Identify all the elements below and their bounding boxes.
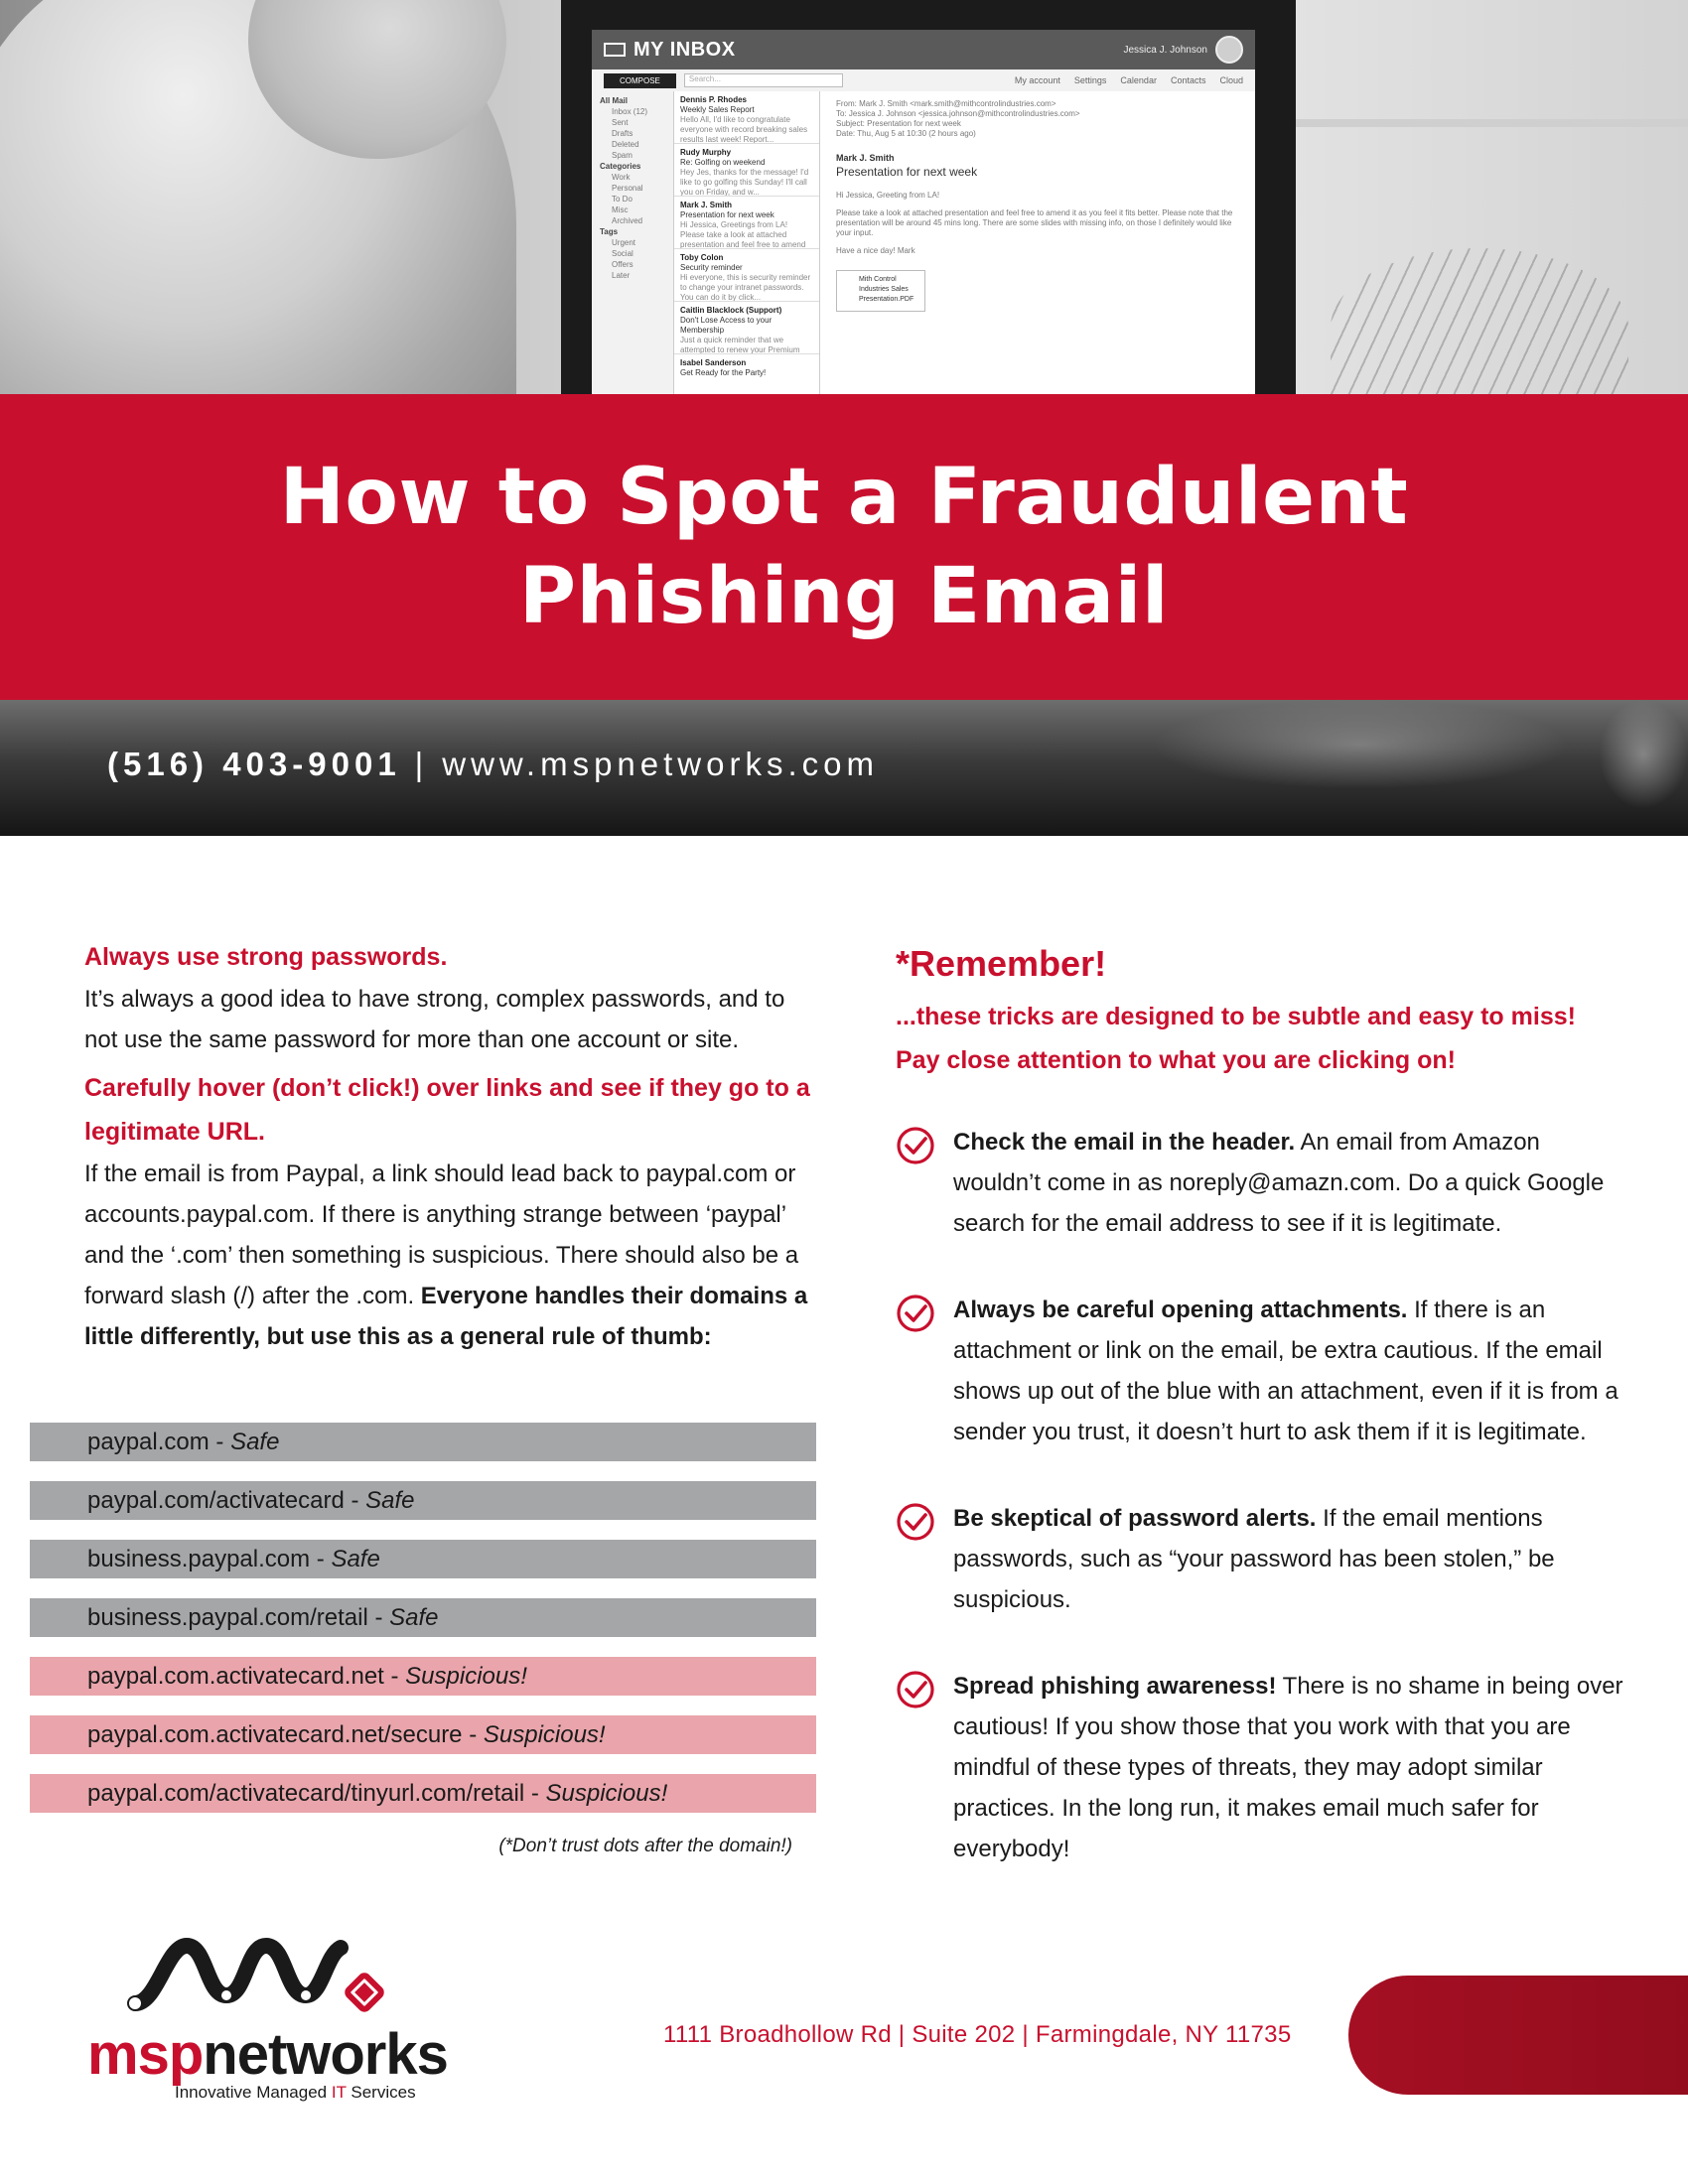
folder-item: Urgent <box>612 238 636 247</box>
checklist-item-text: An email from Amazon wouldn’t come in as noreply@amazn.com. Do a quick Google search for the email address to see if it is legitimate. <box>953 1129 1605 1237</box>
reading-sender: Mark J. Smith <box>836 153 895 163</box>
url-verdict: Safe <box>331 1546 380 1572</box>
message-header-line: Subject: Presentation for next week <box>836 119 961 128</box>
title-band <box>0 394 1688 700</box>
message-preview: Hey Jes, thanks for the message! I'd like to go golfing this Sunday! I'll call you on Friday, and w... <box>680 168 809 197</box>
url-example-row <box>30 1481 816 1520</box>
inbox-search-field: Search... <box>684 73 843 87</box>
hero-photo <box>0 0 1688 397</box>
inbox-titlebar <box>592 30 1255 69</box>
tagline-post: Services <box>346 2083 416 2102</box>
message-sender: Caitlin Blacklock (Support) <box>680 306 782 315</box>
message-headers <box>836 99 1239 139</box>
checklist-item-text: There is no shame in being over cautious! If you show those that you work with that you are mindful of these types of threats, they may adopt similar practices. In the long run, it makes email much safer for everybody! <box>953 1673 1623 1862</box>
attachment-card: Mith Control Industries Sales Presentation.PDF <box>836 270 925 312</box>
message-subject: Presentation for next week <box>680 210 774 219</box>
avatar <box>1215 36 1243 64</box>
url-example-row <box>30 1657 816 1696</box>
message-sender: Rudy Murphy <box>680 148 732 157</box>
inbox-nav-item: Calendar <box>1120 75 1157 85</box>
message-preview: Just a quick reminder that we attempted to renew your Premium <box>680 336 800 354</box>
inbox-nav-item: My account <box>1014 75 1060 85</box>
url-dash: - <box>310 1546 332 1572</box>
plant-decoration <box>1331 248 1628 397</box>
folder-item: Offers <box>612 260 633 269</box>
url-dash: - <box>383 1663 406 1690</box>
folder-item: Misc <box>612 205 629 214</box>
message-list-item <box>674 354 819 397</box>
inbox-nav-item: Cloud <box>1219 75 1243 85</box>
folder-item: To Do <box>612 195 633 204</box>
inbox-title: MY INBOX <box>633 38 736 61</box>
tip-heading-hover-links: Carefully hover (don’t click!) over links and see if they go to a legitimate URL. <box>84 1074 810 1146</box>
message-subject: Re: Golfing on weekend <box>680 158 766 167</box>
message-list-item <box>674 91 819 144</box>
message-preview: Hi Jessica, Greetings from LA! Please take a look at attached presentation and feel free to amend <box>680 220 806 249</box>
message-sender: Mark J. Smith <box>680 201 733 209</box>
message-preview: Hi everyone, this is security reminder to change your intranet passwords. You can do it by click... <box>680 273 811 302</box>
folder-list <box>592 91 673 397</box>
reading-subject: Presentation for next week <box>836 165 978 179</box>
url-text: paypal.com.activatecard.net <box>87 1663 384 1690</box>
message-subject: Get Ready for the Party! <box>680 368 767 377</box>
tagline-pre: Innovative Managed <box>175 2083 332 2102</box>
page-title-line1: How to Spot a Fraudulent <box>279 453 1409 542</box>
background-shelf <box>1271 119 1688 127</box>
folder-item: Inbox (12) <box>612 107 648 116</box>
url-text: paypal.com/activatecard <box>87 1487 345 1514</box>
compose-button: COMPOSE <box>604 73 676 88</box>
remember-subheading-line1: ...these tricks are designed to be subtle and easy to miss! <box>896 1003 1576 1030</box>
tagline-it: IT <box>331 2083 347 2102</box>
check-circle-icon <box>896 1502 935 1542</box>
folder-item: Categories <box>600 162 641 171</box>
folder-item: Sent <box>612 118 629 127</box>
url-verdict: Suspicious! <box>545 1780 668 1807</box>
logo-networks: networks <box>203 2022 448 2087</box>
url-text: paypal.com/activatecard/tinyurl.com/retail <box>87 1780 525 1807</box>
inbox-nav <box>1015 75 1243 85</box>
url-text: business.paypal.com <box>87 1546 311 1572</box>
checklist <box>896 1122 1630 1869</box>
checklist-item-title: Always be careful opening attachments. <box>953 1297 1408 1323</box>
folder-item: Deleted <box>612 140 639 149</box>
message-list-item <box>674 197 819 249</box>
folder-item: Later <box>612 271 631 280</box>
footer-decoration <box>1348 1976 1688 2095</box>
message-header-line: To: Jessica J. Johnson <jessica.johnson@mithcontrolindustries.com> <box>836 109 1080 118</box>
checklist-item-text: If there is an attachment or link on the email, be extra cautious. If the email shows up out of the blue with an attachment, even if it is from a sender you trust, it doesn’t hurt to ask them if it is legitimate. <box>953 1297 1618 1445</box>
remember-subheading <box>896 995 1630 1082</box>
checklist-item-title: Spread phishing awareness! <box>953 1673 1277 1700</box>
tip-text-hover-links <box>84 1154 819 1357</box>
checklist-item-text: If the email mentions passwords, such as “your password has been stolen,” be suspicious. <box>953 1505 1555 1613</box>
url-text: paypal.com.activatecard.net/secure <box>87 1721 463 1748</box>
check-circle-icon <box>896 1294 935 1333</box>
logo-msp: msp <box>87 2022 204 2087</box>
url-example-row <box>30 1423 816 1461</box>
inbox-nav-item: Settings <box>1073 75 1107 85</box>
url-dash: - <box>209 1429 231 1455</box>
hover-links-bold: Everyone handles their domains a little differently, but use this as a general rule of thumb: <box>84 1283 808 1350</box>
laptop-screen <box>592 30 1255 397</box>
folder-item: All Mail <box>600 96 629 105</box>
contact-line <box>107 746 879 783</box>
background-blur <box>1599 700 1688 809</box>
message-subject: Weekly Sales Report <box>680 105 755 114</box>
company-logo <box>87 1926 448 2105</box>
checklist-item <box>896 1666 1630 1869</box>
url-verdict: Safe <box>365 1487 415 1514</box>
folder-item: Work <box>612 173 631 182</box>
folder-item: Drafts <box>612 129 633 138</box>
message-list-item <box>674 249 819 302</box>
url-example-row <box>30 1540 816 1578</box>
checklist-item <box>896 1122 1630 1244</box>
contact-strip <box>0 700 1688 836</box>
reading-signoff: Have a nice day! Mark <box>836 246 915 255</box>
url-example-list <box>30 1423 816 1833</box>
message-list-item <box>674 144 819 197</box>
tip-heading-passwords: Always use strong passwords. <box>84 943 448 971</box>
checklist-item-title: Be skeptical of password alerts. <box>953 1505 1317 1532</box>
url-text: business.paypal.com/retail <box>87 1604 368 1631</box>
message-sender: Toby Colon <box>680 253 724 262</box>
checklist-item-title: Check the email in the header. <box>953 1129 1296 1156</box>
url-dash: - <box>344 1487 366 1514</box>
message-header-line: Date: Thu, Aug 5 at 10:30 (2 hours ago) <box>836 129 976 138</box>
message-sender: Dennis P. Rhodes <box>680 95 747 104</box>
page-title <box>280 448 1409 646</box>
url-example-row <box>30 1774 816 1813</box>
right-column <box>896 939 1630 1869</box>
website-link[interactable]: www.mspnetworks.com <box>442 746 879 782</box>
envelope-icon <box>604 43 626 57</box>
url-verdict: Suspicious! <box>405 1663 527 1690</box>
phone-number: (516) 403-9001 <box>107 746 401 782</box>
message-subject: Don't Lose Access to your Membership <box>680 316 773 335</box>
url-verdict: Suspicious! <box>483 1721 606 1748</box>
message-subject: Security reminder <box>680 263 743 272</box>
page-title-line2: Phishing Email <box>518 552 1170 641</box>
folder-item: Social <box>612 249 633 258</box>
message-preview: Hello All, I'd like to congratulate everyone with record breaking sales results last week! Report... <box>680 115 808 144</box>
message-list-item <box>674 302 819 354</box>
inbox-nav-item: Contacts <box>1170 75 1206 85</box>
footer-address: 1111 Broadhollow Rd | Suite 202 | Farmingdale, NY 11735 <box>663 2021 1292 2048</box>
message-header-line: From: Mark J. Smith <mark.smith@mithcontrolindustries.com> <box>836 99 1056 108</box>
checklist-item <box>896 1290 1630 1452</box>
folder-item: Spam <box>612 151 633 160</box>
hover-links-text: If the email is from Paypal, a link should lead back to paypal.com or accounts.paypal.com. If there is anything strange between ‘paypal’ and the ‘.com’ then something is suspicious. There should also be a forward slash (/) after the .com. <box>84 1160 799 1309</box>
reading-greeting: Hi Jessica, Greeting from LA! <box>836 191 940 200</box>
url-dash: - <box>367 1604 390 1631</box>
message-sender: Isabel Sanderson <box>680 358 747 367</box>
url-text: paypal.com <box>87 1429 210 1455</box>
url-example-row <box>30 1598 816 1637</box>
left-column <box>84 935 819 1357</box>
inbox-user-name: Jessica J. Johnson <box>1123 44 1207 56</box>
remember-heading: *Remember! <box>896 943 1107 984</box>
url-dash: - <box>524 1780 546 1807</box>
logo-mark-icon <box>127 1926 405 2025</box>
check-circle-icon <box>896 1670 935 1709</box>
folder-item: Tags <box>600 227 619 236</box>
remember-subheading-line2: Pay close attention to what you are clicking on! <box>896 1046 1457 1074</box>
contact-separator: | <box>414 746 429 782</box>
logo-wordmark <box>87 2022 448 2087</box>
url-footnote: (*Don’t trust dots after the domain!) <box>498 1836 792 1856</box>
folder-item: Personal <box>612 184 643 193</box>
logo-tagline <box>175 2083 416 2103</box>
url-verdict: Safe <box>230 1429 280 1455</box>
reading-pane <box>820 91 1255 397</box>
folder-item: Archived <box>612 216 643 225</box>
tip-text-passwords: It’s always a good idea to have strong, complex passwords, and to not use the same password for more than one account or site. <box>84 986 785 1053</box>
url-dash: - <box>462 1721 484 1748</box>
inbox-body <box>592 91 1255 397</box>
message-list <box>673 91 820 397</box>
checklist-item <box>896 1498 1630 1620</box>
inbox-toolbar <box>592 69 1255 91</box>
reading-body: Please take a look at attached presentation and feel free to amend it as you feel it fits better. Please note that the presentation will be around 45 mins long. There are some slides with missing info, on those I definitely would like your input. <box>836 208 1233 237</box>
check-circle-icon <box>896 1126 935 1165</box>
background-blur <box>1152 700 1569 789</box>
url-example-row <box>30 1715 816 1754</box>
url-verdict: Safe <box>389 1604 439 1631</box>
